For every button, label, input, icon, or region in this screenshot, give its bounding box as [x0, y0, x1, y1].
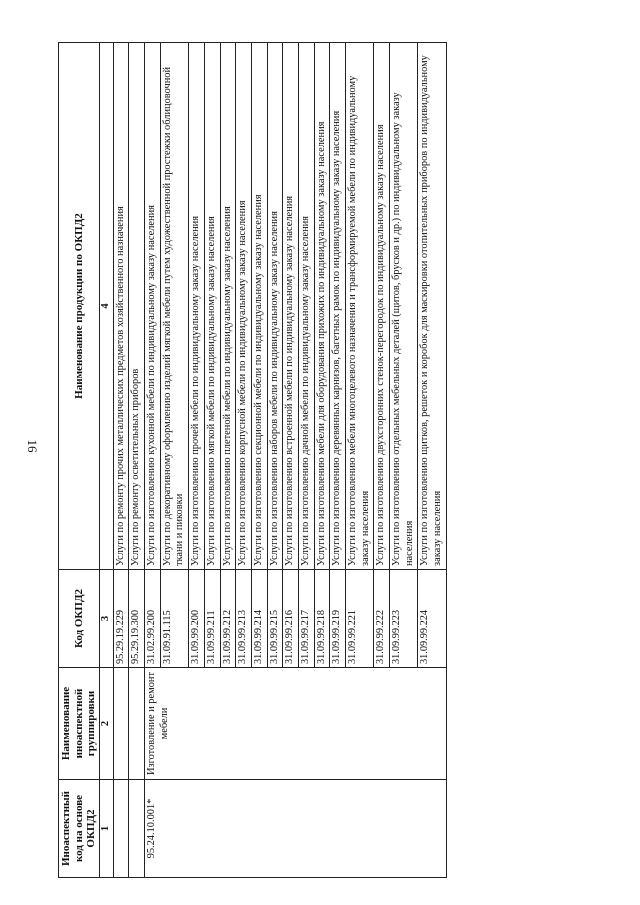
- column-number: 1: [99, 780, 113, 878]
- okpd2-code: 31.09.99.221: [346, 570, 374, 668]
- okpd2-code: 31.09.99.219: [330, 570, 346, 668]
- inoaspect-code-cell: [113, 780, 129, 878]
- header-product-name: Наименование продукции по ОКПД2: [59, 43, 100, 570]
- product-name: Услуги по декоративному оформлению изделий мягкой мебели путем художественной простежки облицовочной ткани и пиковки: [160, 43, 188, 570]
- okpd2-code: 95.29.19.300: [129, 570, 145, 668]
- column-number: 3: [99, 570, 113, 668]
- group-code: 95.24.10.001*: [145, 780, 447, 878]
- product-name: Услуги по изготовлению мягкой мебели по индивидуальному заказу населения: [204, 43, 220, 570]
- okpd2-code: 31.09.99.215: [267, 570, 283, 668]
- product-name: Услуги по изготовлению двухсторонних стенок-перегородок по индивидуальному заказу населения: [374, 43, 390, 570]
- okpd2-code: 31.09.99.224: [418, 570, 446, 668]
- header-inoaspect-code: Иноаспектный код на основе ОКПД2: [59, 780, 100, 878]
- inoaspect-code-cell: [129, 780, 145, 878]
- okpd2-code: 31.09.99.200: [189, 570, 205, 668]
- product-name: Услуги по изготовлению щитков, решеток и коробок для маскировки отопительных приборов по индивидуальному заказу населения: [418, 43, 446, 570]
- rotated-page-content: [58, 43, 528, 878]
- product-name: Услуги по изготовлению дачной мебели по индивидуальному заказу населения: [298, 43, 314, 570]
- table-row: [113, 43, 129, 878]
- group-name-cell: [129, 668, 145, 780]
- okpd2-code: 95.29.19.229: [113, 570, 129, 668]
- group-name: Изготовление и ремонт мебели: [145, 668, 447, 780]
- okpd2-code: 31.09.91.115: [160, 570, 188, 668]
- product-name: Услуги по изготовлению встроенной мебели по индивидуальному заказу населения: [283, 43, 299, 570]
- product-name: Услуги по изготовлению деревянных карнизов, багетных рамок по индивидуальному заказу населения: [330, 43, 346, 570]
- table-header-row: [59, 43, 100, 878]
- product-name: Услуги по изготовлению корпусной мебели по индивидуальному заказу населения: [236, 43, 252, 570]
- page-number: 16: [25, 439, 40, 453]
- okpd2-code: 31.09.99.214: [251, 570, 267, 668]
- okpd2-code: 31.09.99.222: [374, 570, 390, 668]
- header-group-name: Наименование иноаспектной группировки: [59, 668, 100, 780]
- column-number: 2: [99, 668, 113, 780]
- group-name-cell: [113, 668, 129, 780]
- product-name: Услуги по изготовлению плетеной мебели по индивидуальному заказу населения: [220, 43, 236, 570]
- product-name: Услуги по изготовлению мебели для оборудования прихожих по индивидуальному заказу населения: [314, 43, 330, 570]
- okpd2-code: 31.09.99.216: [283, 570, 299, 668]
- okpd2-code: 31.09.99.223: [390, 570, 418, 668]
- column-number-row: [99, 43, 113, 878]
- product-name: Услуги по изготовлению секционной мебели по индивидуальному заказу населения: [251, 43, 267, 570]
- column-number: 4: [99, 43, 113, 570]
- product-name: Услуги по изготовлению кухонной мебели по индивидуальному заказу населения: [145, 43, 161, 570]
- okpd2-code: 31.09.99.212: [220, 570, 236, 668]
- header-okpd2-code: Код ОКПД2: [59, 570, 100, 668]
- okpd2-code: 31.02.99.200: [145, 570, 161, 668]
- table-row: [129, 43, 145, 878]
- product-name: Услуги по ремонту прочих металлических предметов хозяйственного назначения: [113, 43, 129, 570]
- product-name: Услуги по ремонту осветительных приборов: [129, 43, 145, 570]
- okpd2-code: 31.09.99.217: [298, 570, 314, 668]
- product-name: Услуги по изготовлению наборов мебели по индивидуальному заказу населения: [267, 43, 283, 570]
- okpd2-table: [58, 42, 447, 878]
- okpd2-code: 31.09.99.218: [314, 570, 330, 668]
- okpd2-code: 31.09.99.213: [236, 570, 252, 668]
- product-name: Услуги по изготовлению прочей мебели по индивидуальному заказу населения: [189, 43, 205, 570]
- product-name: Услуги по изготовлению отдельных мебельных деталей (щитов, брусков и др.) по индивидуальному заказу населения: [390, 43, 418, 570]
- okpd2-code: 31.09.99.211: [204, 570, 220, 668]
- table-row: [145, 43, 161, 878]
- product-name: Услуги по изготовлению мебели многоцелевого назначения и трансформируемой мебели по индивидуальному заказу населения: [346, 43, 374, 570]
